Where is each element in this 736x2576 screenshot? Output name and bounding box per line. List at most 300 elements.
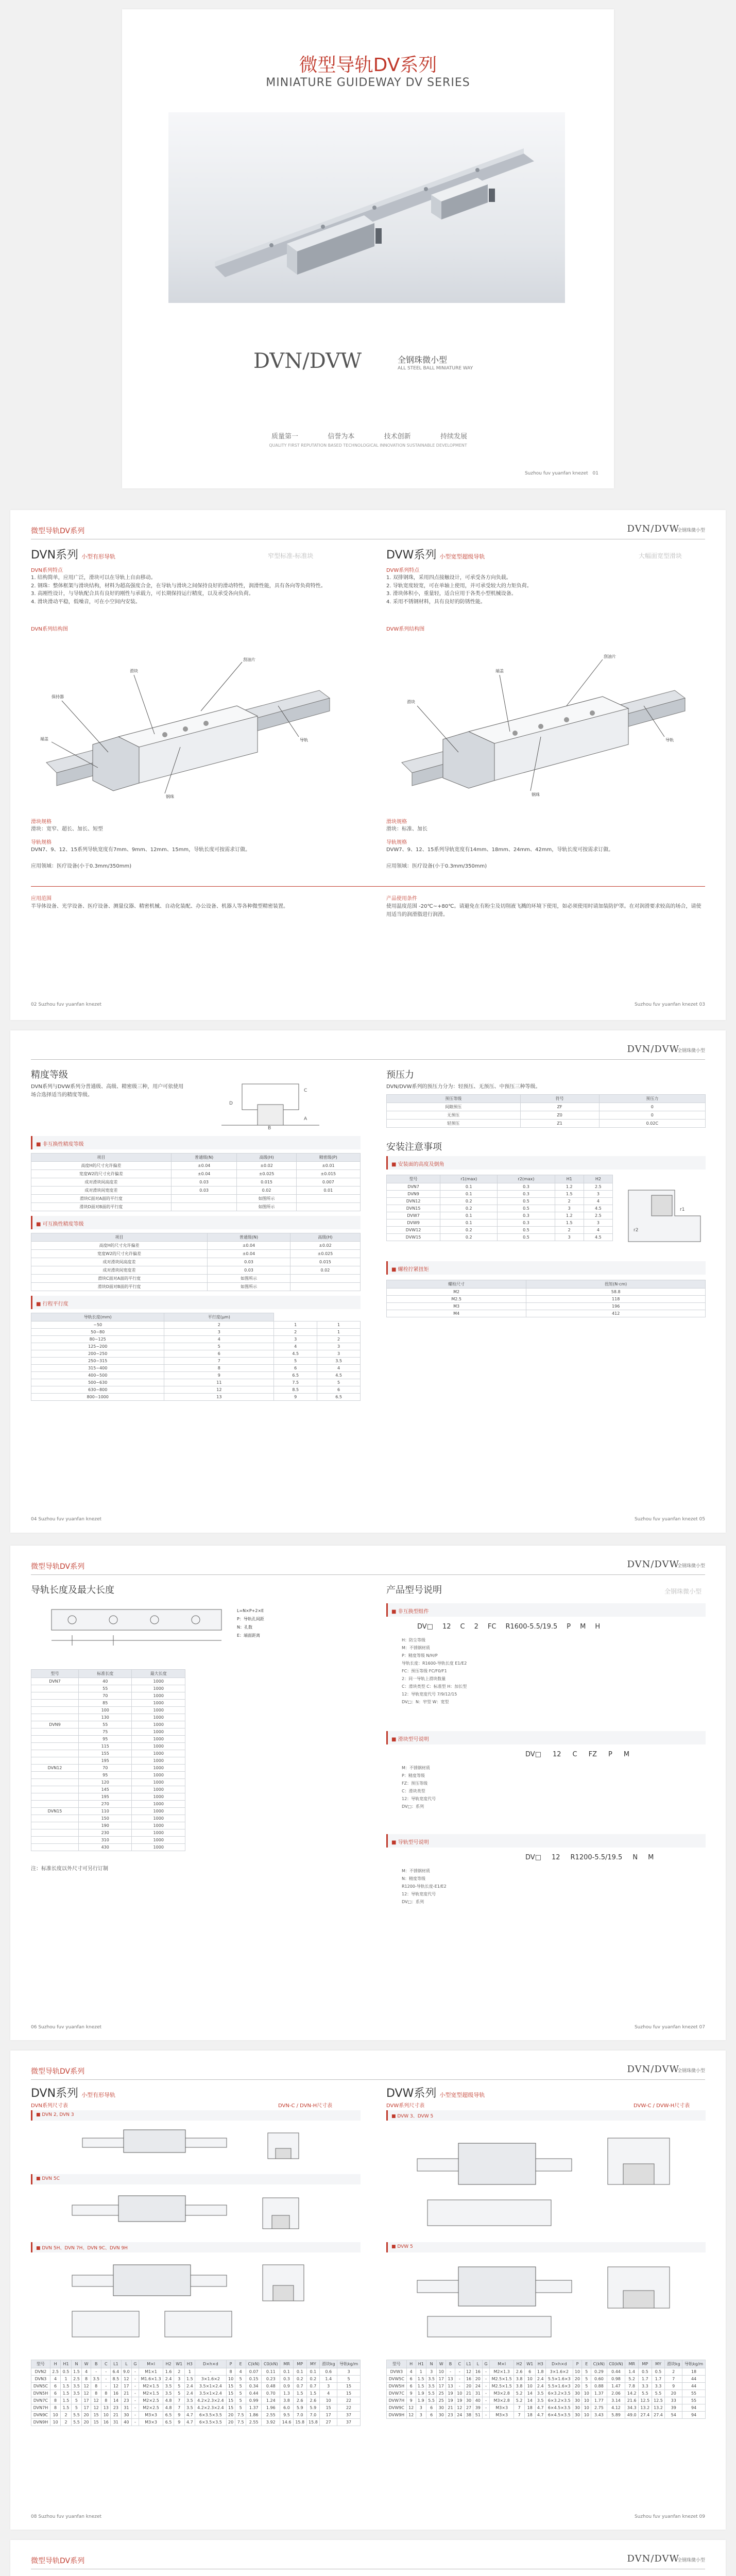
dvn-dim-cell: 12 xyxy=(82,2383,91,2390)
dvw-dim-cell: 5.5 xyxy=(426,2390,436,2397)
length-row xyxy=(31,1793,185,1801)
length-label-4: E：端面距离 xyxy=(237,1633,261,1638)
accuracy-1-cell: ±0.04 xyxy=(171,1162,237,1170)
parallelism-row xyxy=(31,1358,361,1365)
dvn-dim-row xyxy=(31,2390,361,2397)
dvw-dim-cell: 3.3 xyxy=(639,2383,652,2390)
code2-desc xyxy=(402,1764,436,1810)
length-cell: 1000 xyxy=(132,1786,185,1793)
dvn-dim-cell: 0.6 xyxy=(320,2368,337,2376)
dvn-dim-cell: 3.5 xyxy=(91,2376,101,2383)
torque-cell: M4 xyxy=(387,1310,526,1317)
dvw-dim-cell: 20 xyxy=(473,2376,483,2383)
dvn-dim-cell: 2.4 xyxy=(184,2383,195,2390)
code1-part: DV□ xyxy=(417,1623,433,1631)
dvw-dim-cell: 14 xyxy=(524,2397,535,2404)
dvn-dim-cell: M2×2.5 xyxy=(139,2397,163,2404)
parallelism-cell: 7 xyxy=(164,1358,274,1365)
parallelism-cell: 2 xyxy=(164,1321,274,1329)
parallelism-cell: 6 xyxy=(274,1365,317,1372)
preload-cell: 轻预压 xyxy=(387,1120,521,1128)
dvw-dim-drawing-1 xyxy=(397,2123,706,2236)
length-note: 注：标准长度以外尺寸可另行订制 xyxy=(31,1866,108,1872)
preload-cell: 0 xyxy=(599,1103,705,1111)
dvn-dim-row xyxy=(31,2368,361,2376)
dvn-dim-cell: 1.5 xyxy=(184,2376,195,2383)
accuracy-1-cell: ±0.015 xyxy=(296,1170,360,1178)
code1-bar xyxy=(386,1603,706,1617)
dvn-dim-title xyxy=(31,2084,115,2100)
dvn-dim-header-cell: D×h×d xyxy=(195,2360,227,2368)
dvn-dim-cell: 2.6 xyxy=(306,2397,320,2404)
accuracy-1-cell: 高度H的尺寸允许偏差 xyxy=(31,1162,172,1170)
dvw-dim-cell: 10 xyxy=(582,2397,591,2404)
dvn-dim-cell: 1.5 xyxy=(61,2397,71,2404)
dvw-dim-cell: 3.5 xyxy=(535,2397,545,2404)
dvw-dim-cell: 7 xyxy=(514,2404,524,2412)
slogan-3: 技术创新 xyxy=(384,433,411,440)
cover-product-photo xyxy=(168,112,565,303)
length-cell xyxy=(31,1700,79,1707)
code3-desc-line: R1200-导轨长度-E1/E2 xyxy=(402,1884,447,1889)
dvn-feature-1: 1. 结构简单，应用广泛，滑块可以在导轨上自由移动。 xyxy=(31,575,156,581)
parallelism-cell: 6.5 xyxy=(317,1394,361,1401)
parallelism-cell: 630~800 xyxy=(31,1386,164,1394)
install-diagram xyxy=(623,1180,706,1247)
dvn-structure-drawing xyxy=(31,634,350,809)
dvw-dim-header-cell: C xyxy=(455,2360,464,2368)
parallelism-cell: 5 xyxy=(164,1343,274,1350)
dvw-dim-cell: DVW5H xyxy=(387,2383,407,2390)
dvn-dim-cell: 10 xyxy=(320,2397,337,2404)
dvw-dim-cell: 12 xyxy=(455,2404,464,2412)
dvn-feature-4: 4. 滑块滑动平稳，低噪音，可在小空间内安装。 xyxy=(31,599,141,605)
parallelism-cell: 800~1000 xyxy=(31,1394,164,1401)
dvw-dim-cell: 14.2 xyxy=(625,2390,639,2397)
length-cell: 1000 xyxy=(132,1700,185,1707)
accuracy-1-cell xyxy=(171,1195,237,1203)
dvw-dim-cell: 0.60 xyxy=(591,2376,607,2383)
dvw-dim-cell: 13.2 xyxy=(652,2404,665,2412)
code2-desc-line: FZ：预压等级 xyxy=(402,1781,428,1786)
dvn-dim-cell: - xyxy=(195,2368,227,2376)
dvn-dim-cell: 27 xyxy=(320,2419,337,2426)
dvw-dim-cell: 27 xyxy=(464,2404,473,2412)
dvn-dim-drawing-3 xyxy=(41,2255,350,2342)
accuracy-1-cell xyxy=(171,1203,237,1211)
dvn-dim-cell: 2.4 xyxy=(184,2390,195,2397)
dvn-dim-cell: - xyxy=(132,2376,139,2383)
preload-row xyxy=(387,1120,706,1128)
preload-cell: Z0 xyxy=(520,1111,599,1120)
dvw-dim-cell: DVW3 xyxy=(387,2368,407,2376)
length-cell: 100 xyxy=(78,1707,132,1714)
accuracy-sec3: ■ 行程平行度 xyxy=(36,1301,69,1307)
dvn-dim-cell: 5.9 xyxy=(293,2404,306,2412)
dvn-dim-cell: 5 xyxy=(337,2376,361,2383)
dvn-dim-cell: 6.4 xyxy=(111,2368,121,2376)
dvn-dim-cell: DVN5C xyxy=(31,2383,50,2390)
dvn-dim-cell: 4.7 xyxy=(184,2412,195,2419)
dvw-dim-label-2: ■ DVW 5 xyxy=(391,2244,413,2249)
dvn-dim-cell: 15 xyxy=(91,2419,101,2426)
install-header-cell: H2 xyxy=(584,1175,612,1183)
dvn-dim-cell: 3.5 xyxy=(184,2397,195,2404)
code3-part: N xyxy=(632,1854,638,1861)
install-cell: 0.2 xyxy=(440,1198,498,1205)
dvw-dim-cell: 16 xyxy=(473,2368,483,2376)
code3-part: M xyxy=(648,1854,654,1861)
dvw-dim-heading: DVW系列尺寸表 xyxy=(386,2103,425,2109)
cover-page xyxy=(0,0,736,495)
code2-desc-line: C：滑块类型 xyxy=(402,1789,425,1793)
length-row xyxy=(31,1743,185,1750)
dvn-dim-cell: 4.8 xyxy=(163,2397,174,2404)
dvw-rail-heading: 导轨规格 xyxy=(386,840,407,845)
length-cell: 1000 xyxy=(132,1743,185,1750)
parallelism-row xyxy=(31,1336,361,1343)
dvn-dim-cell: 0.1 xyxy=(306,2368,320,2376)
dvw-dim-cell: DVW5C xyxy=(387,2376,407,2383)
install-row xyxy=(387,1191,613,1198)
dvn-dim-cell: 8 xyxy=(82,2376,91,2383)
parallelism-cell: 3.5 xyxy=(317,1358,361,1365)
dvw-dim-cell: 31 xyxy=(473,2390,483,2397)
dvw-dim-label-1: ■ DVW 3、DVW 5 xyxy=(391,2114,434,2119)
footer-left: 06 Suzhou fuv yuanfan knezet xyxy=(31,2025,102,2030)
length-cell xyxy=(31,1815,79,1822)
dvw-dim-cell: 5.5 xyxy=(652,2390,665,2397)
accuracy-2-header-cell: 项目 xyxy=(31,1233,208,1242)
length-drawing xyxy=(31,1599,350,1661)
dvw-dim-cell: 30 xyxy=(437,2404,446,2412)
dvn-dim-cell: 15.8 xyxy=(306,2419,320,2426)
accuracy-2-cell: 0.02 xyxy=(290,1266,360,1275)
footer-right: Suzhou fuv yuanfan knezet 05 xyxy=(634,1517,705,1522)
dvw-dim-header-cell: P xyxy=(573,2360,582,2368)
length-cell xyxy=(31,1822,79,1829)
dvn-dim-cell: 8 xyxy=(91,2383,101,2390)
code2-part: DV□ xyxy=(525,1751,541,1758)
accuracy-1-cell: ±0.02 xyxy=(237,1162,296,1170)
dvw-dim-cell: 10 xyxy=(524,2376,535,2383)
accuracy-1-cell: ±0.025 xyxy=(237,1170,296,1178)
length-row xyxy=(31,1700,185,1707)
dvn-dim-header-cell: MR xyxy=(280,2360,294,2368)
dvw-dim-cell: 39 xyxy=(665,2404,682,2412)
accuracy-1-cell: 0.01 xyxy=(296,1187,360,1195)
length-cell xyxy=(31,1685,79,1692)
parallelism-cell: 4 xyxy=(317,1365,361,1372)
code1-part: FC xyxy=(487,1623,497,1631)
dvn-dim-header-cell: L1 xyxy=(111,2360,121,2368)
dvn-dim-cell: - xyxy=(132,2412,139,2419)
dvn-label-4: 钢珠 xyxy=(166,794,174,799)
dvw-dim-cell: 12 xyxy=(406,2404,416,2412)
dvn-dim-cell: 1.3 xyxy=(280,2390,294,2397)
dvn-dim-cell: 6 xyxy=(50,2390,60,2397)
footer-left: 02 Suzhou fuv yuanfan knezet xyxy=(31,1002,102,1007)
footer-right: Suzhou fuv yuanfan knezet 03 xyxy=(634,1002,705,1007)
dvw-dim-drawing-2 xyxy=(397,2255,706,2342)
length-cell xyxy=(31,1837,79,1844)
dvw-structure-drawing xyxy=(386,634,706,809)
dvn-features xyxy=(31,574,350,606)
length-cell: 1000 xyxy=(132,1815,185,1822)
dvw-dim-cell: 6 xyxy=(524,2368,535,2376)
dvn-feature-3: 3. 高刚性设计，与导轨配合具有良好的刚性与承载力，可长期保持运行精度，以及承受各向负荷。 xyxy=(31,591,254,597)
dvn-dim-cell: 1.4 xyxy=(320,2376,337,2383)
dvw-dim-row xyxy=(387,2390,706,2397)
dvn-dim-cell: 10 xyxy=(226,2376,235,2383)
length-row xyxy=(31,1837,185,1844)
code3-title: ■ 导轨型号说明 xyxy=(391,1840,429,1845)
code1-desc-line: 导轨长度：R1600-导轨长度 E1/E2 xyxy=(402,1661,467,1666)
code1-desc-line: M：不锈钢材质 xyxy=(402,1646,430,1650)
dvw-label-1: 刮油片 xyxy=(604,654,616,659)
length-cell: 270 xyxy=(78,1801,132,1808)
parallelism-cell: 2 xyxy=(317,1336,361,1343)
torque-row xyxy=(387,1289,706,1296)
cover-slogan-en: QUALITY FIRST REPUTATION BASED TECHNOLOGICAL INNOVATION SUSTAINABLE DEVELOPMENT xyxy=(269,443,467,448)
dvn-dim-cell: 21 xyxy=(111,2412,121,2419)
dvn-dim-drawing-1 xyxy=(41,2123,350,2169)
dvn-dim-cell: 2.4 xyxy=(163,2376,174,2383)
dvw-dim-cell: 21 xyxy=(464,2390,473,2397)
length-cell: 85 xyxy=(78,1700,132,1707)
dvw-dim-cell: DVW9H xyxy=(387,2412,407,2419)
dvn-dim-drawing-2 xyxy=(41,2187,350,2238)
code1-desc-line: 12：导轨宽度代号 7/9/12/15 xyxy=(402,1692,457,1697)
dvn-dim-cell: 5 xyxy=(235,2383,246,2390)
dvn-dim-cell: 2.55 xyxy=(262,2412,280,2419)
accuracy-title: 精度等级 xyxy=(31,1070,68,1080)
dvn-dim-cell: 0.7 xyxy=(306,2383,320,2390)
length-cell: 230 xyxy=(78,1829,132,1837)
install-cell: 3 xyxy=(584,1191,612,1198)
dvw-slider-text: 滑块：标准、加长 xyxy=(386,826,427,832)
dvw-dim-cell: 5.89 xyxy=(607,2412,625,2419)
length-cell: 190 xyxy=(78,1822,132,1829)
dvn-dim-cell: 20 xyxy=(82,2412,91,2419)
install-cell: 0.3 xyxy=(498,1183,555,1191)
dvn-dim-cell: - xyxy=(132,2383,139,2390)
dvn-dim-cell: 21 xyxy=(121,2390,131,2397)
cover-sheet xyxy=(122,9,614,488)
dvn-dim-cell: 3 xyxy=(320,2383,337,2390)
code2-part: FZ xyxy=(588,1751,597,1758)
code-ghost: 全钢珠微小型 xyxy=(664,1588,702,1595)
length-cell xyxy=(31,1714,79,1721)
code2-part: P xyxy=(608,1751,612,1758)
dvw-dim-row xyxy=(387,2368,706,2376)
dvn-dim-header-cell: C(kN) xyxy=(246,2360,262,2368)
accuracy-1-header-cell: 精密级(P) xyxy=(296,1154,360,1162)
dvn-dim-cell: 0.2 xyxy=(293,2376,306,2383)
dvw-dim-cell: 18 xyxy=(682,2368,706,2376)
dvn-dim-cell: 2.5 xyxy=(50,2368,60,2376)
length-cell: 1000 xyxy=(132,1728,185,1736)
code2-string xyxy=(525,1751,629,1758)
dvn-dim-cell: 15 xyxy=(91,2412,101,2419)
length-cell: 1000 xyxy=(132,1765,185,1772)
parallelism-cell: 6 xyxy=(317,1386,361,1394)
accuracy-1-row xyxy=(31,1178,361,1187)
install-cell: 0.1 xyxy=(440,1191,498,1198)
header-logo-sub: 全钢珠微小型 xyxy=(677,528,705,533)
install-cell: 1.2 xyxy=(555,1212,584,1219)
length-cell xyxy=(31,1801,79,1808)
length-cell: 1000 xyxy=(132,1757,185,1765)
install-row xyxy=(387,1183,613,1191)
accuracy-1-cell: ±0.01 xyxy=(296,1162,360,1170)
dvw-dim-cell: 27.4 xyxy=(652,2412,665,2419)
length-cell: 1000 xyxy=(132,1685,185,1692)
dvn-dim-cell: 4.8 xyxy=(163,2404,174,2412)
dvw-ghost-label: 大幅面宽型滑块 xyxy=(639,552,682,560)
length-cell xyxy=(31,1779,79,1786)
header-logo-sub: 全钢珠微小型 xyxy=(677,2558,705,2563)
dvw-dim-cell: 25 xyxy=(437,2390,446,2397)
length-cell xyxy=(31,1728,79,1736)
length-cell xyxy=(31,1772,79,1779)
dvn-dim-cell: - xyxy=(132,2368,139,2376)
length-row xyxy=(31,1779,185,1786)
dvn-dim-cell: 0.5 xyxy=(61,2368,71,2376)
torque-row xyxy=(387,1296,706,1303)
accuracy-1-cell: 滑块D面对B面的平行度 xyxy=(31,1203,172,1211)
dvw-dim-cell: 7 xyxy=(665,2376,682,2383)
accuracy-sec1: ■ 非互换性精度等级 xyxy=(36,1142,84,1147)
dvn-dim-cell: 3.5 xyxy=(184,2404,195,2412)
code2-part: C xyxy=(572,1751,577,1758)
dvn-dim-cell: 2 xyxy=(61,2419,71,2426)
dvn-title-sub: 小型有形导轨 xyxy=(81,553,116,560)
dvw-dim-cell: - xyxy=(483,2412,490,2419)
dvn-dim-label-2: ■ DVN 5C xyxy=(36,2176,60,2181)
accuracy-1-cell: 如图所示 xyxy=(237,1203,296,1211)
code2-part: M xyxy=(623,1751,630,1758)
dvn-dim-row xyxy=(31,2404,361,2412)
dvn-dim-cell: - xyxy=(101,2368,111,2376)
dvw-dim-cell: 1.9 xyxy=(416,2397,426,2404)
dvn-dim-cell: 23 xyxy=(121,2397,131,2404)
dvw-dim-cell: 16 xyxy=(464,2376,473,2383)
dvw-dim-header-cell: L1 xyxy=(464,2360,473,2368)
parallelism-cell: 200~250 xyxy=(31,1350,164,1358)
accuracy-2-cell: 0.03 xyxy=(208,1258,290,1266)
code2-part: 12 xyxy=(552,1751,561,1758)
accuracy-1-cell: 成对滑块间高度差 xyxy=(31,1178,172,1187)
dvn-dim-cell: M1.6×1.3 xyxy=(139,2376,163,2383)
dvw-dim-cell: 55 xyxy=(682,2397,706,2404)
install-cell: 0.1 xyxy=(440,1183,498,1191)
dvn-dim-cell: 0.7 xyxy=(293,2383,306,2390)
parallelism-cell: 4 xyxy=(164,1336,274,1343)
accuracy-1-cell: 0.03 xyxy=(171,1187,237,1195)
dvw-dim-cell: 13 xyxy=(446,2376,455,2383)
dvn-dim-cell: 12 xyxy=(111,2383,121,2390)
dvw-label-3: 滑块 xyxy=(407,700,415,704)
length-cell: 310 xyxy=(78,1837,132,1844)
dvn-dim-cell: 3.92 xyxy=(262,2419,280,2426)
install-cell: 0.5 xyxy=(498,1205,555,1212)
install-row xyxy=(387,1205,613,1212)
dvw-dim-cell: 17 xyxy=(437,2376,446,2383)
svg-text:C: C xyxy=(304,1088,307,1093)
length-cell: 1000 xyxy=(132,1714,185,1721)
dvn-dim-cell: 12 xyxy=(91,2397,101,2404)
length-row xyxy=(31,1736,185,1743)
dvn-dim-cell: 6.5 xyxy=(163,2419,174,2426)
dvn-dim-header-cell: H1 xyxy=(61,2360,71,2368)
dvn-dim-cell: 5 xyxy=(235,2390,246,2397)
dvw-dim-cell: 5.5×1.6×3 xyxy=(545,2376,573,2383)
spread-accuracy-sheet xyxy=(10,1030,726,1533)
accuracy-table-1 xyxy=(31,1153,361,1211)
accuracy-1-header-cell: 普通级(N) xyxy=(171,1154,237,1162)
code2-desc-line: M：不锈钢材质 xyxy=(402,1766,430,1770)
dvn-dim-cell: 13 xyxy=(101,2404,111,2412)
accuracy-1-header-cell: 高级(H) xyxy=(237,1154,296,1162)
install-cell: DVW15 xyxy=(387,1234,440,1241)
dvn-dim-header-cell: H3 xyxy=(184,2360,195,2368)
dvn-dim-cell: - xyxy=(132,2419,139,2426)
length-cell: 75 xyxy=(78,1728,132,1736)
dvw-dim-cell: 4.7 xyxy=(535,2412,545,2419)
dvw-dim-cell: 3.5 xyxy=(426,2383,436,2390)
dvn-dim-header-cell: N xyxy=(71,2360,81,2368)
dvn-dim-cell: 1 xyxy=(184,2368,195,2376)
dvn-dim-cell: 4.2×2.3×2.4 xyxy=(195,2397,227,2404)
dvn-title-text: DVN系列 xyxy=(31,549,79,562)
dvn-dim-cell: 3 xyxy=(337,2368,361,2376)
dvw-dim-cell: M3×2.8 xyxy=(489,2397,514,2404)
dvn-ghost-label: 窄型标准-标准块 xyxy=(268,552,314,560)
dvn-slider-heading: 滑块规格 xyxy=(31,819,52,825)
header-logo-sub: 全钢珠微小型 xyxy=(677,1564,705,1569)
dvw-dim-header-cell: 滑块kg xyxy=(665,2360,682,2368)
dvn-dim-header-cell: C xyxy=(101,2360,111,2368)
dvn-dim-cell: 12 xyxy=(82,2390,91,2397)
dvw-features xyxy=(386,574,706,606)
dvn-dim-cell: 6.0 xyxy=(280,2404,294,2412)
dvn-dim-row xyxy=(31,2412,361,2419)
dvw-slider-heading: 滑块规格 xyxy=(386,819,407,825)
dvw-dim-header-cell: H xyxy=(406,2360,416,2368)
dvn-dim-cell: 3.5 xyxy=(163,2383,174,2390)
dvn-dim-cell: 3.5×1×2.4 xyxy=(195,2390,227,2397)
dvw-dim-cell: M3×2.8 xyxy=(489,2390,514,2397)
dvw-app-text: 应用领域：医疗设备(小于0.3mm/350mm) xyxy=(386,863,487,869)
parallelism-cell: 8 xyxy=(164,1365,274,1372)
cover-full-en: ALL STEEL BALL MINIATURE WAY xyxy=(398,366,473,371)
dvn-dim-cell: 4 xyxy=(320,2390,337,2397)
length-header-cell: 型号 xyxy=(31,1670,79,1678)
install-cell: 4 xyxy=(584,1198,612,1205)
length-row xyxy=(31,1728,185,1736)
spread-dims-1 xyxy=(0,2050,736,2540)
parallelism-cell: 12 xyxy=(164,1386,274,1394)
dvw-dim-cell: 10 xyxy=(455,2390,464,2397)
dvn-dim-cell: 17 xyxy=(82,2404,91,2412)
dvw-dim-cell: 30 xyxy=(573,2404,582,2412)
install-cell: 2 xyxy=(555,1198,584,1205)
accuracy-2-cell: 滑块D面对B面的平行度 xyxy=(31,1283,208,1291)
dvn-dim-cell: 0.2 xyxy=(306,2376,320,2383)
dvw-dim-cell: 20 xyxy=(665,2390,682,2397)
code1-part: 2 xyxy=(474,1623,478,1631)
